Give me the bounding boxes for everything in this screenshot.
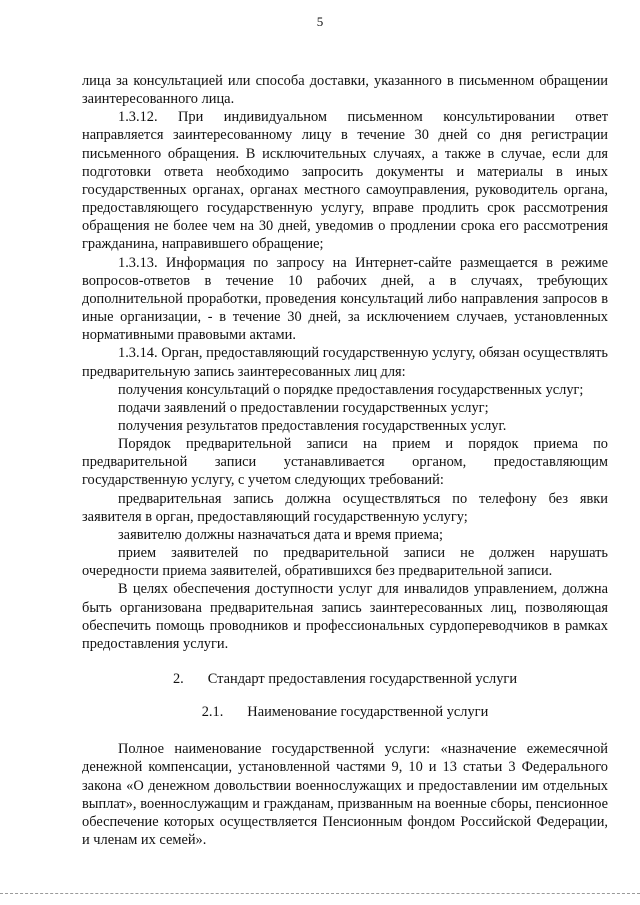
list-item-applications: подачи заявлений о предоставлении государственных услуг; [118,399,489,416]
page-number: 5 [316,14,324,29]
section-title: Стандарт предоставления государственной услуги [207,671,518,687]
requirement-date-time: заявителю должны назначаться дата и время приема; [118,526,443,543]
paragraph-appointment-procedure: Порядок предварительной записи на прием и порядок приема по предварительной записи устанавливается органом, предоставляющим государственную услугу, с учетом следующих требований: [82,436,608,489]
list-item-consultations: получения консультаций о порядке предоставления государственных услуг; [118,381,584,398]
paragraph-service-name: Полное наименование государственной услуги: «назначение ежемесячной денежной компенсации, установленной частями 9, 10 и 13 статьи 3 Федерального закона «О денежном довольствии военнослужащих и предоставлении им отдельных выплат», военнослужащим и гражданам, призванным на военные сборы, пенсионное обеспечение которых осуществляется Пенсионным фондом Российской Федерации, и членам их семей». [82,741,608,849]
paragraph-continuation: лица за консультацией или способа доставки, указанного в письменном обращении заинтересованного лица. [82,73,608,108]
subsection-title: Наименование государственной услуги [247,704,489,721]
list-item-results: получения результатов предоставления государственных услуг. [118,417,507,434]
scan-bottom-edge [0,893,640,894]
subsection-heading [82,703,608,721]
section-number: 2. [172,671,184,687]
requirement-queue-order: прием заявителей по предварительной записи не должен нарушать очередности приема заявителей, обратившихся без предварительной записи. [82,545,608,580]
subsection-number: 2.1. [201,704,224,721]
section-heading [82,670,608,688]
document-body [82,72,608,849]
paragraph-1-3-12: 1.3.12. При индивидуальном письменном консультировании ответ направляется заинтересованному лицу в течение 30 дней со дня регистрации письменного обращения. В исключительных случаях, а также в случае, если для подготовки ответа необходимо запросить документы и материалы в иных государственных органах, органах местного самоуправления, руководитель органа, предоставляющего государственную услугу, вправе продлить срок рассмотрения обращения не более чем на 30 дней, уведомив о продлении срока его рассмотрения гражданина, направившего обращение; [82,109,608,253]
paragraph-1-3-13: 1.3.13. Информация по запросу на Интернет-сайте размещается в режиме вопросов-ответов в течение 10 рабочих дней, а в случаях, требующих дополнительной проработки, проведения консультаций либо направления запросов в иные организации, - в течение 30 дней, за исключением случаев, установленных нормативными правовыми актами. [82,254,608,344]
paragraph-accessibility: В целях обеспечения доступности услуг для инвалидов управлением, должна быть организована предварительная запись заинтересованных лиц, позволяющая обеспечить помощь проводников и профессиональных сурдопереводчиков в рамках предоставления услуги. [82,581,608,652]
paragraph-1-3-14: 1.3.14. Орган, предоставляющий государственную услугу, обязан осуществлять предварительную запись заинтересованных лиц для: [82,345,608,380]
requirement-phone-booking: предварительная запись должна осуществляться по телефону без явки заявителя в орган, предоставляющий государственную услугу; [82,490,608,525]
